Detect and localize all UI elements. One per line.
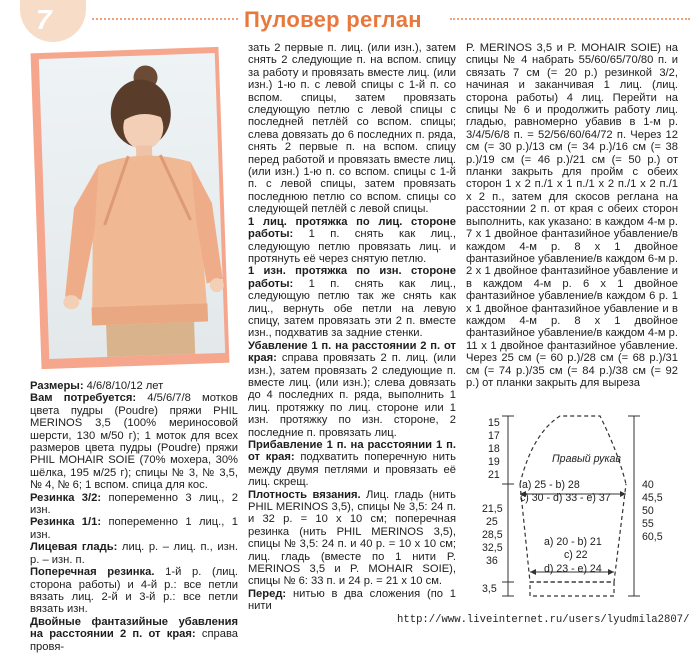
body-height-e: 36: [486, 555, 498, 567]
total-length-e: 60,5: [642, 531, 663, 543]
materials-value: 4/5/6/7/8 мотков цвета пудры (Poudre) пряжи PHIL MERINOS 3,5 (100% мериносовой шерсти, 130 м/50 г); 1 моток для всех размеров цвета пудры (Poudre) пряжи PHIL MOHAIR SOIE (70% мохера, 30% шёлка, 195 м/25 г); спицы № 3, № 3,5, № 4, № 6; 1 вспом. спица для кос.: [30, 392, 238, 492]
pattern-number-badge: [20, 0, 86, 42]
double-decrease-value: справа провя-: [30, 628, 239, 653]
child-illustration: [39, 53, 225, 359]
knit-pull-label: 1 лиц. протяжка по лиц. стороне работы:: [248, 215, 456, 241]
cap-height-d: 19: [488, 456, 500, 468]
double-decrease-label: Двойные фантазийные убавления на расстоянии 2 п. от края:: [30, 615, 238, 641]
cap-height-a: 15: [488, 417, 500, 429]
cap-height-c: 18: [488, 443, 500, 455]
rib32-value: попеременно 3 лиц., 2 изн.: [30, 491, 238, 517]
total-length-c: 50: [642, 505, 654, 517]
cap-height-b: 17: [488, 430, 500, 442]
rib11-label: Резинка 1/1:: [30, 516, 102, 529]
sizes-label: Размеры:: [30, 380, 84, 392]
stockinette-label: Лицевая гладь:: [30, 541, 118, 554]
double-decrease-continued: зать 2 первые п. лиц. (или изн.), затем снять 2 следующие п. на вспом. спицу за работу и провязать вместе лиц. (или изн.) 1-ю п. с левой спицы с 1-й п. со вспом. спицы, затем провязать следующую петлю с левой спицы с последней петлёй со вспом. спицы; слева довязать до 6 последних п. ряда, снять 2 первые п. на вспом. спицу перед работой и провязать вместе лиц. (или изн.) 1-ю п. со вспом. спицы с 1-й п. с левой спицы, затем провязать последнюю петлю со вспом. спицы со следующей петлёй с левой спицы.: [248, 42, 456, 216]
rib11-value: попеременно 1 лиц., 1 изн.: [30, 516, 238, 541]
body-height-a: 21,5: [482, 503, 503, 515]
stockinette-value: лиц. р. – лиц. п., изн. р. – изн. п.: [30, 541, 238, 566]
brioche-label: Поперечная резинка.: [30, 566, 155, 579]
materials-label: Вам потребуется:: [30, 392, 137, 405]
body-height-c: 28,5: [482, 529, 503, 541]
brioche-value: 1-й р. (лиц. сторона работы) и 4-й р.: все петли вязать лиц. 2-й и 3-й р.: все петли вязать изн.: [30, 566, 238, 616]
total-length-b: 45,5: [642, 492, 663, 504]
pattern-number: 7: [36, 4, 52, 35]
sleeve-title: Правый рукав: [552, 453, 621, 465]
text-column-1: [30, 380, 238, 653]
front-value: нитью в два сложения (по 1 нити: [248, 587, 456, 613]
body-height-b: 25: [486, 516, 498, 528]
front-label: Перед:: [248, 587, 287, 600]
gauge-value: Лиц. гладь (нить PHIL MERINOS 3,5), спицы № 3,5: 24 п. и 32 р. = 10 х 10 см; поперечная резинка (нить PHIL MERINOS 3,5), спицы № 3,5: 24 п. и 40 р. = 10 х 10 см; лиц. гладь (вместе по 1 нити P. MERINOS 3,5 и P. MOHAIR SOIE), спицы № 6: 33 п. и 24 р. = 21 х 10 см.: [248, 488, 456, 588]
cuff-height: 3,5: [482, 583, 497, 595]
decrease-label: Убавление 1 п. на расстоянии 2 п. от края:: [248, 339, 456, 365]
width-bottom-c: c) 22: [564, 549, 588, 561]
front-instructions: P. MERINOS 3,5 и P. MOHAIR SOIE) на спицы № 4 набрать 55/60/65/70/80 п. и связать 7 см (= 20 р.) резинкой 3/2, начиная и заканчивая 1 лиц. (лиц. сторона работы) 4 лиц. Перейти на спицы № 6 и продолжить работу лиц. гладью, равномерно убавив в 1-м р. 3/4/5/6/8 п. = 52/56/60/64/72 п. Через 12 см (= 30 р.)/13 см (= 34 р.)/16 см (= 38 р.)/19 см (= 46 р.)/21 см (= 50 р.) от планки закрыть для пройм с обеих сторон 1 х 2 п./1 х 1 п./1 х 2 п./1 х 2 п./1 х 2 п., затем для скосов реглана на расстоянии 2 п. от края с обеих сторон выполнить, как указано: в каждом 4-м р. 7 х 1 двойное фантазийное убавление/в каждом 4-м р. 8 х 1 двойное фантазийное убавление/в каждом 6-м р. 2 х 1 двойное фантазийное убавление и в каждом 4-м р. 6 х 1 двойное фантазийное убавление/в каждом 6 р. 1 х 1 двойное фантазийное убавление и в каждом 4-м р. 8 х 1 двойное фантазийное убавление/в каждом 4-м р. 11 х 1 двойное фантазийное убавление. Через 25 см (= 60 р.)/28 см (= 68 р.)/31 см (= 74 р.)/35 см (= 84 р.)/38 см (= 92 р.) от планки закрыть для выреза: [466, 42, 678, 389]
header-divider-left: [92, 18, 238, 20]
text-column-3: [466, 42, 678, 389]
rib32-label: Резинка 3/2:: [30, 491, 102, 504]
width-bottom-d-e: d) 23 - e) 24: [544, 563, 602, 575]
sleeve-schematic: [468, 412, 699, 610]
header-divider-right: [450, 18, 690, 20]
body-height-d: 32,5: [482, 542, 503, 554]
sizes-value: 4/6/8/10/12 лет: [83, 380, 164, 392]
total-length-a: 40: [642, 479, 654, 491]
cap-height-e: 21: [488, 469, 500, 481]
gauge-label: Плотность вязания.: [248, 488, 361, 501]
total-length-d: 55: [642, 518, 654, 530]
purl-pull-label: 1 изн. протяжка по изн. стороне работы:: [248, 265, 456, 290]
purl-pull-value: 1 п. снять как лиц., следующую петлю так же снять как лиц., вернуть обе петли на левую спицу, затем провязать эти 2 п. вместе изн., подхватив за задние стенки.: [248, 277, 456, 340]
text-column-2: [248, 42, 456, 613]
width-top-c-d-e: c) 30 - d) 33 - e) 37: [520, 492, 611, 504]
width-top-a-b: a) 25 - b) 28: [522, 479, 580, 491]
increase-label: Прибавление 1 п. на расстоянии 1 п. от края:: [248, 439, 456, 464]
pattern-title: Пуловер реглан: [244, 7, 422, 32]
child-in-peach-sweater-photo: [39, 53, 225, 359]
source-watermark[interactable]: http://www.liveinternet.ru/users/lyudmila2807/: [397, 614, 690, 626]
knit-pull-value: 1 п. снять как лиц., следующую петлю провязать лиц. и протянуть её через снятую петлю.: [248, 228, 456, 265]
decrease-value: справа провязать 2 п. лиц. (или изн.), затем провязать 2 следующие п. вместе лиц. (или изн.); слева довязать до 4 последних п. ряда, выполнить 1 лиц. протяжку по лиц. стороне или 1 изн. протяжку по изн. стороне, 2 последние п. провязать лиц.: [248, 352, 456, 439]
width-bottom-a-b: a) 20 - b) 21: [544, 536, 602, 548]
increase-value: подхватить поперечную нить между двумя петлями и провязать её лиц. скрещ.: [248, 451, 456, 489]
